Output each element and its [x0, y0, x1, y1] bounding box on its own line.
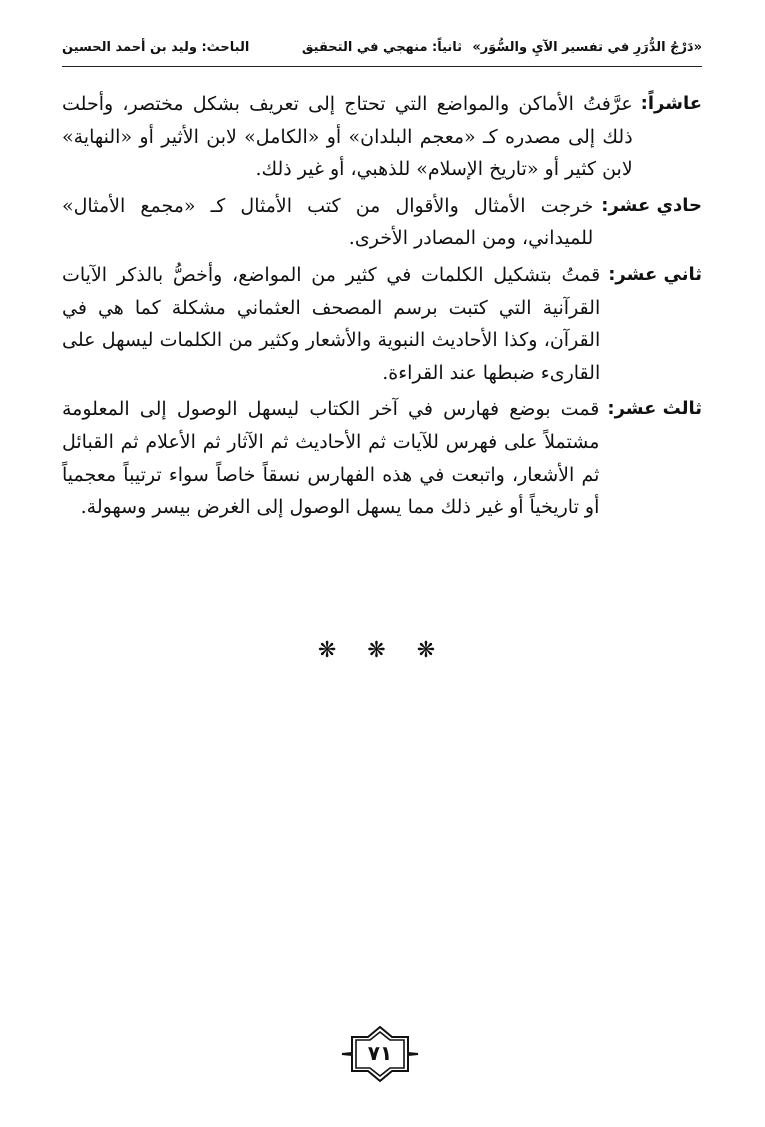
item-text: قمتُ بتشكيل الكلمات في كثير من المواضع، وأخصُّ بالذكر الآيات القرآنية التي كتبت برسم المصحف العثماني مشكلة كما هي في القرآن، وكذا الأحاديث النبوية والأشعار وكثير من الكلمات ليسهل على القارىء ضبطها عند القراءة.	[62, 263, 601, 384]
item-text: عرَّفتُ الأماكن والمواضع التي تحتاج إلى تعريف بشكل مختصر، وأحلت ذلك إلى مصدره كـ «معجم البلدان» أو «الكامل» لابن الأثير أو «النهاية» لابن كثير أو «تاريخ الإسلام» للذهبي، أو غير ذلك.	[62, 93, 633, 181]
header-section: ثانياً: منهجي في التحقيق	[301, 40, 463, 55]
header-researcher: الباحث: وليد بن أحمد الحسين	[62, 40, 250, 55]
list-item	[62, 259, 702, 389]
running-header	[62, 34, 702, 62]
page-body	[62, 88, 702, 528]
page-number-frame	[340, 1025, 420, 1083]
item-label: حادي عشر:	[601, 194, 702, 216]
item-text: خرجت الأمثال والأقوال من كتب الأمثال كـ «مجمع الأمثال» للميداني، ومن المصادر الأخرى.	[62, 194, 594, 250]
item-label: ثاني عشر:	[608, 263, 702, 285]
section-end-ornament: ❋ ❋ ❋	[317, 638, 448, 663]
header-divider	[62, 66, 702, 67]
item-text: قمت بوضع فهارس في آخر الكتاب ليسهل الوصول إلى المعلومة مشتملاً على فهرس للآيات ثم الأحاديث ثم الآثار ثم الأعلام ثم القبائل ثم الأشعار، واتبعت في هذه الفهارس نسقاً خاصاً سواء ترتيباً معجمياً أو تاريخياً أو غير ذلك مما يسهل الوصول إلى الغرض بيسر وسهولة.	[62, 398, 600, 519]
list-item	[62, 393, 702, 523]
item-label: ثالث عشر:	[607, 398, 702, 420]
header-book-title: «دَرْجُ الدُّرَرِ في تفسير الآيِ والسُّوَر»	[472, 40, 702, 55]
page-number: ٧١	[367, 1041, 393, 1065]
list-item	[62, 88, 702, 186]
list-item	[62, 190, 702, 255]
item-label: عاشراً:	[640, 93, 702, 114]
